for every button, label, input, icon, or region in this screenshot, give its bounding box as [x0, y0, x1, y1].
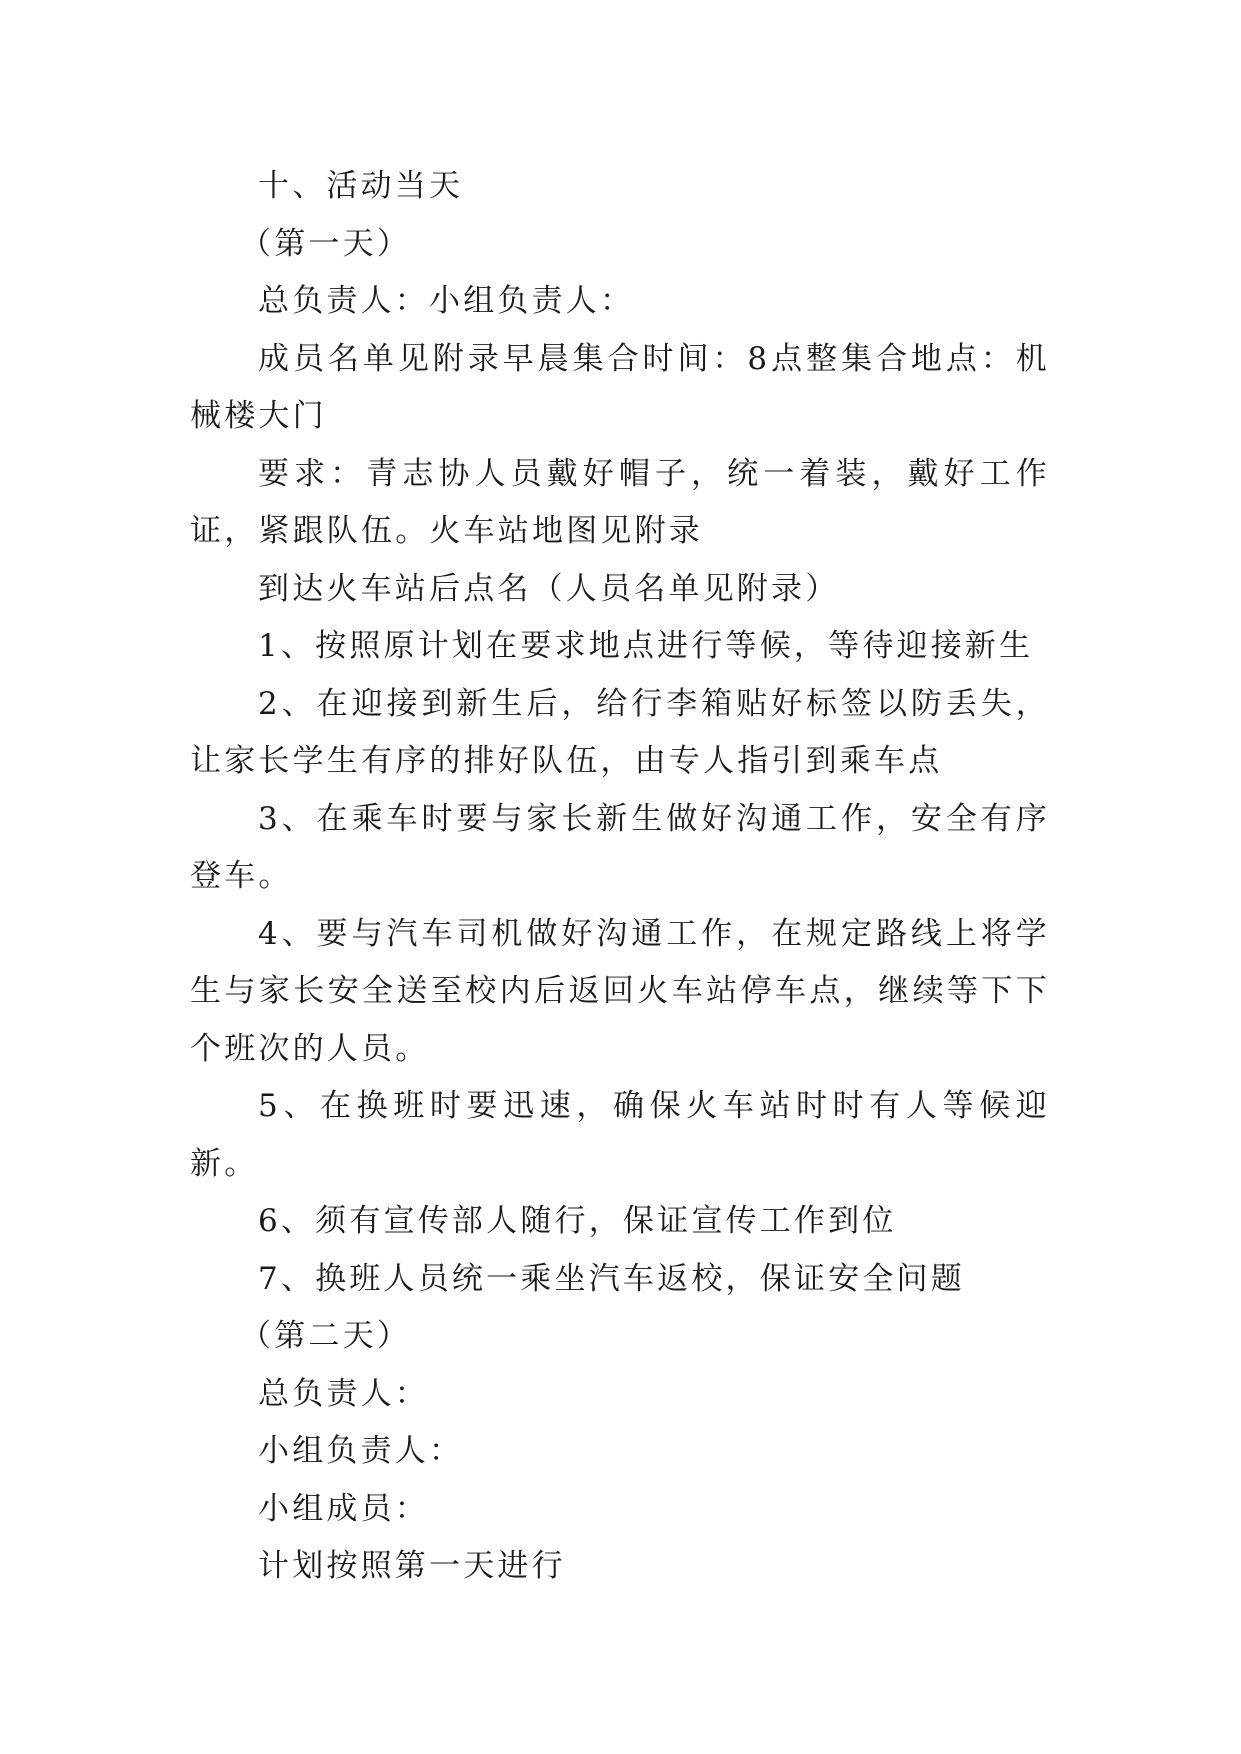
- list-item: 5、在换班时要迅速，确保火车站时时有人等候迎新。: [190, 1088, 1050, 1182]
- paragraph: 总负责人：: [258, 1375, 429, 1412]
- list-item: 2、在迎接到新生后，给行李箱贴好标签以防丢失，让家长学生有序的排好队伍，由专人指引到乘车点: [190, 685, 1050, 779]
- paragraph: 计划按照第一天进行: [258, 1548, 566, 1584]
- list-item: 1、按照原计划在要求地点进行等候，等待迎接新生: [258, 628, 1034, 664]
- paragraph: 到达火车站后点名（人员名单见附录）: [258, 570, 840, 607]
- paragraph: 小组负责人：: [258, 1433, 464, 1469]
- document-body: [190, 158, 1050, 1596]
- paragraph: 小组成员：: [258, 1490, 429, 1527]
- section-heading: 十、活动当天: [258, 168, 464, 204]
- list-item: 4、要与汽车司机做好沟通工作，在规定路线上将学生与家长安全送至校内后返回火车站停车点，继续等下下个班次的人员。: [190, 915, 1050, 1067]
- list-item: 6、须有宣传部人随行，保证宣传工作到位: [258, 1203, 897, 1239]
- day-one-label: （第一天）: [240, 225, 411, 262]
- list-item: 7、换班人员统一乘坐汽车返校，保证安全问题: [258, 1260, 965, 1297]
- day-two-label: （第二天）: [240, 1318, 411, 1354]
- paragraph: 成员名单见附录早晨集合时间：8点整集合地点：机械楼大门: [190, 340, 1050, 434]
- list-item: 3、在乘车时要与家长新生做好沟通工作，安全有序登车。: [190, 800, 1050, 894]
- paragraph: 要求：青志协人员戴好帽子，统一着装，戴好工作证，紧跟队伍。火车站地图见附录: [190, 455, 1050, 549]
- paragraph: 总负责人：小组负责人：: [258, 283, 635, 319]
